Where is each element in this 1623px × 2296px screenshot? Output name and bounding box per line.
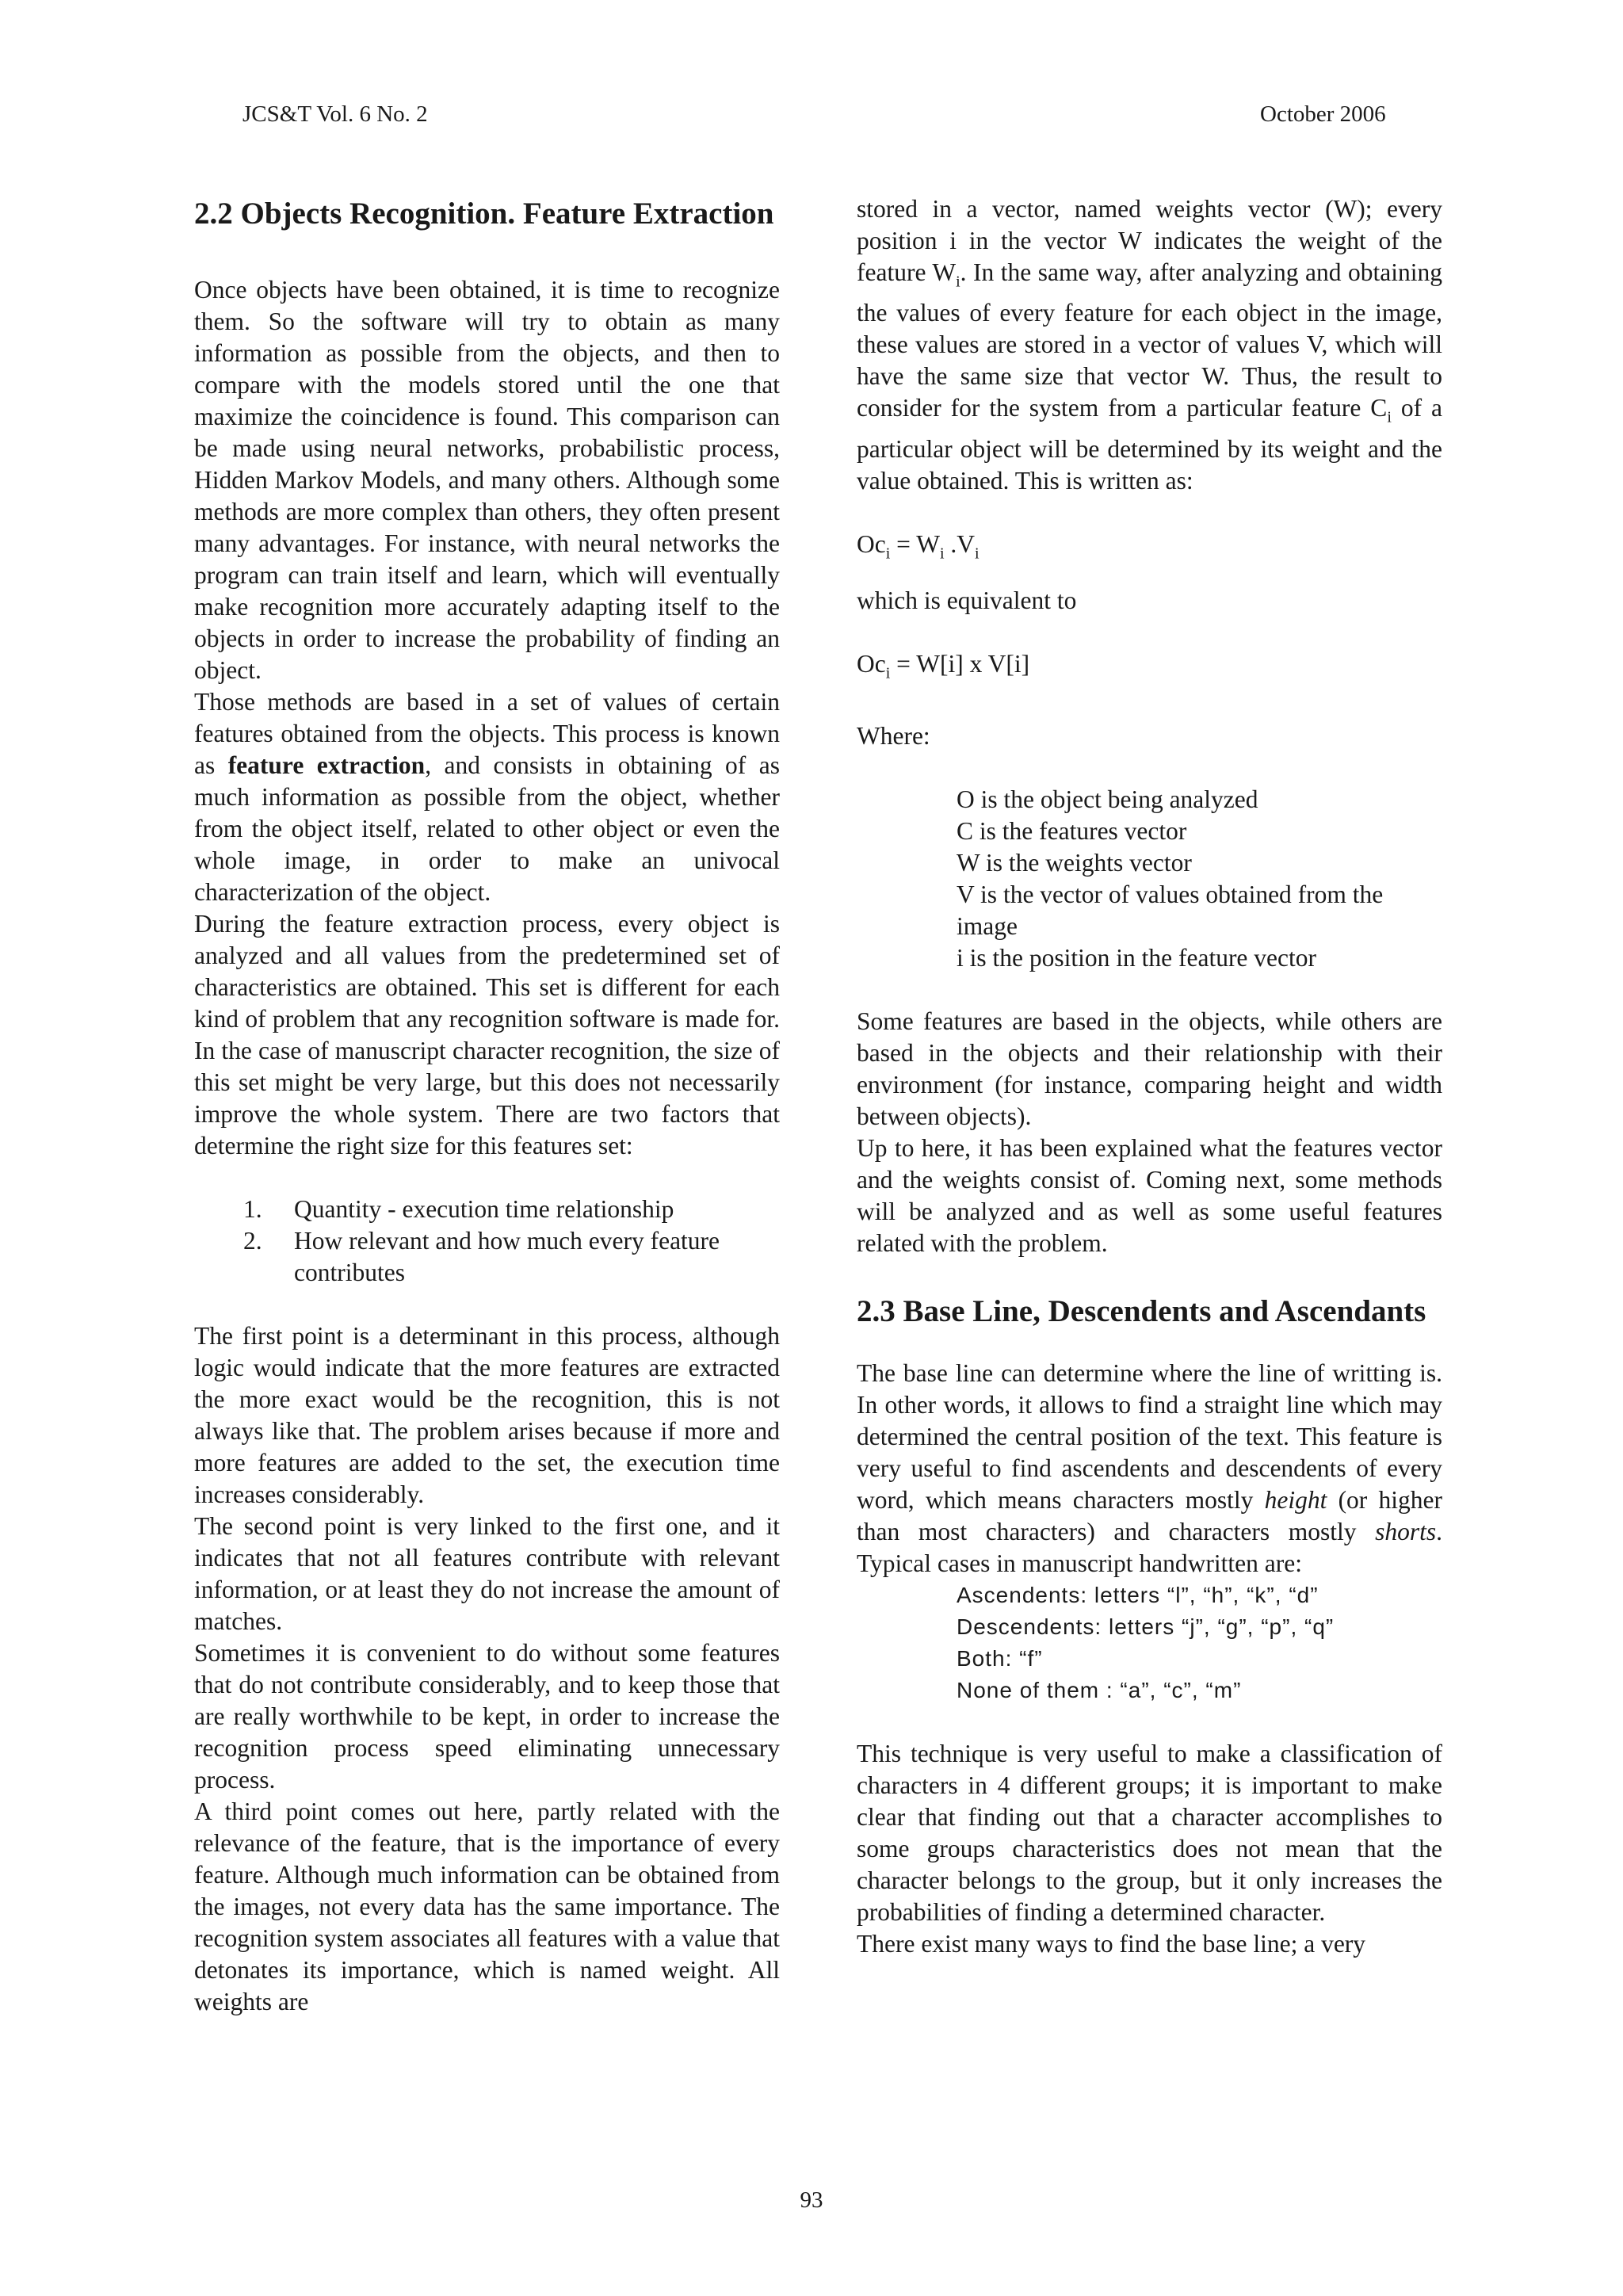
- definition-item: W is the weights vector: [957, 849, 1192, 877]
- bold-term: feature extraction: [227, 751, 426, 779]
- right-column: [857, 193, 1442, 1960]
- page-number: 93: [800, 2187, 823, 2213]
- case-item: Descendents: letters “j”, “g”, “p”, “q”: [957, 1614, 1335, 1640]
- paragraph: During the feature extraction process, every object is analyzed and all values from the predetermined set of characteristics are obtained. This set is different for each kind of problem that any recognition software is made for. In the case of manuscript character recognition, the size of this set might be very large, but this does not necessarily improve the whole system. There are two factors that determine the right size for this features set:: [194, 910, 780, 1159]
- definition-item: i is the position in the feature vector: [957, 944, 1316, 972]
- paragraph: This technique is very useful to make a classification of characters in 4 different groups; it is important to make clear that finding out that a character accomplishes to some groups characteristics does not mean that the character belongs to the group, but it only increases the probabilities of finding a determined character.: [857, 1740, 1442, 1927]
- definitions-list: [857, 784, 1442, 974]
- left-column: [194, 193, 780, 2018]
- paragraph: Once objects have been obtained, it is time to recognize them. So the software will try to obtain as many information as possible from the objects, and then to compare with the models stored until the one that maximize the coincidence is found. This comparison can be made using neural networks, probabilistic process, Hidden Markov Models, and many others. Although some methods are more complex than others, they often present many advantages. For instance, with neural networks the program can train itself and learn, which will eventually make recognition more accurately adapting itself to the objects in order to increase the probability of finding an object.: [194, 276, 780, 684]
- paragraph: which is equivalent to: [857, 586, 1077, 614]
- equation-1: $Oc_i = W_i$ $.V_i$: [857, 529, 980, 562]
- case-item: Both: “f”: [957, 1646, 1043, 1671]
- section-2-2-title: 2.2 Objects Recognition. Feature Extraction: [194, 197, 774, 231]
- paragraph: The first point is a determinant in this process, although logic would indicate that the more features are extracted the more exact would be the recognition, this is not always like that. The problem arises because if more and more features are added to the set, the execution time increases considerably.: [194, 1322, 780, 1508]
- case-item: None of them : “a”, “c”, “m”: [957, 1678, 1242, 1703]
- cases-list: [857, 1580, 1442, 1706]
- list-item: 2. How relevant and how much every feature contributes: [243, 1227, 720, 1286]
- paragraph: There exist many ways to find the base line; a very: [857, 1930, 1366, 1958]
- equation-2: $Oc_i = W[i]$ x V[i]: [857, 649, 1030, 682]
- list-item: 1. Quantity - execution time relationship: [243, 1195, 674, 1223]
- where-label: Where:: [857, 722, 930, 751]
- paragraph: Sometimes it is convenient to do without some features that do not contribute considerably, and to keep those that are really worthwhile to be kept, in order to increase the recognition process speed eliminating unnecessary process.: [194, 1639, 780, 1794]
- paragraph: A third point comes out here, partly related with the relevance of the feature, that is the importance of every feature. Although much information can be obtained from the images, not every data has the same importance. The recognition system associates all features with a value that detonates its importance, which is named weight. All weights are: [194, 1797, 780, 2015]
- paragraph: Some features are based in the objects, while others are based in the objects and their relationship with their environment (for instance, comparing height and width between objects).: [857, 1007, 1442, 1131]
- factor-list: [194, 1194, 780, 1289]
- definition-item: V is the vector of values obtained from the image: [957, 881, 1384, 941]
- definition-item: O is the object being analyzed: [957, 785, 1258, 814]
- journal-header: JCS&T Vol. 6 No. 2: [242, 101, 428, 127]
- section-2-3-title: 2.3 Base Line, Descendents and Ascendants: [857, 1294, 1426, 1329]
- date-header: October 2006: [1260, 101, 1386, 127]
- paragraph: stored in a vector, named weights vector (W); every position i in the vector W indicates the weight of the feature $W_i$. In the same way, after analyzing and obtaining the values of every feature for each object in the image, these values are stored in a vector of values V, which will have the same size that vector W. Thus, the result to consider for the system from a particular feature $C_i$ of a particular object will be determined by its weight and the value obtained. This is written as:: [857, 195, 1442, 495]
- paragraph: Those methods are based in a set of values of certain features obtained from the objects. This process is known as feature extraction, and consists in obtaining of as much information as possible from the object, whether from the object itself, related to other object or even the whole image, in order to make an univocal characterization of the object.: [194, 688, 780, 906]
- paragraph: The second point is very linked to the first one, and it indicates that not all features contribute with relevant information, or at least they do not increase the amount of matches.: [194, 1512, 780, 1635]
- definition-item: C is the features vector: [957, 817, 1187, 846]
- case-item: Ascendents: letters “l”, “h”, “k”, “d”: [957, 1583, 1319, 1608]
- paragraph: Up to here, it has been explained what the features vector and the weights consist of. Coming next, some methods will be analyzed and as well as some useful features related with the problem.: [857, 1134, 1442, 1258]
- paragraph: The base line can determine where the line of writting is. In other words, it allows to find a straight line which may determined the central position of the text. This feature is very useful to find ascendents and descendents of every word, which means characters mostly height (or higher than most characters) and characters mostly shorts. Typical cases in manuscript handwritten are:: [857, 1359, 1442, 1578]
